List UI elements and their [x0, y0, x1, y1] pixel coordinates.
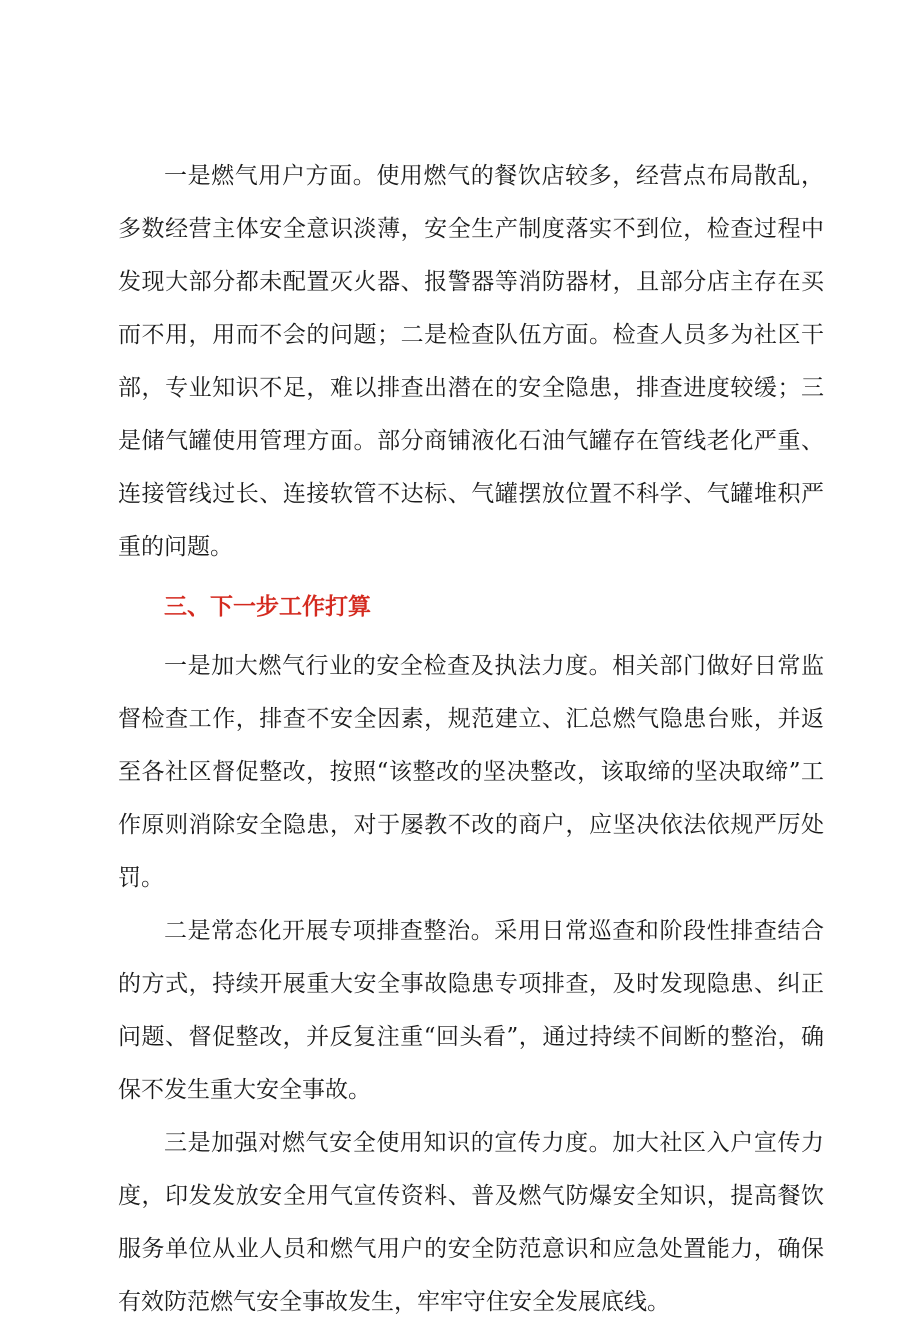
paragraph-special-rectification: 二是常态化开展专项排查整治。采用日常巡查和阶段性排查结合的方式，持续开展重大安全事故隐患专项排查，及时发现隐患、纠正问题、督促整改，并反复注重“回头看”，通过持续不间断的整治，确保不发生重大安全事故。: [118, 918, 824, 1103]
section-heading-next-steps: 三、下一步工作打算: [164, 594, 371, 620]
paragraph-inspection-enforcement: 一是加大燃气行业的安全检查及执法力度。相关部门做好日常监督检查工作，排查不安全因素，规范建立、汇总燃气隐患台账，并返至各社区督促整改，按照“该整改的坚决整改，该取缔的坚决取缔”工作原则消除安全隐患，对于屡教不改的商户，应坚决依法依规严厉处罚。: [118, 653, 824, 891]
document-body: [118, 150, 824, 1329]
paragraph-gas-user-issues: 一是燃气用户方面。使用燃气的餐饮店较多，经营点布局散乱，多数经营主体安全意识淡薄，安全生产制度落实不到位，检查过程中发现大部分都未配置灭火器、报警器等消防器材，且部分店主存在买而不用，用而不会的问题；二是检查队伍方面。检查人员多为社区干部，专业知识不足，难以排查出潜在的安全隐患，排查进度较缓；三是储气罐使用管理方面。部分商铺液化石油气罐存在管线老化严重、连接管线过长、连接软管不达标、气罐摆放位置不科学、气罐堆积严重的问题。: [118, 163, 824, 560]
paragraph-safety-publicity: 三是加强对燃气安全使用知识的宣传力度。加大社区入户宣传力度，印发发放安全用气宣传资料、普及燃气防爆安全知识，提高餐饮服务单位从业人员和燃气用户的安全防范意识和应急处置能力，确保有效防范燃气安全事故发生，牢牢守住安全发展底线。: [118, 1130, 824, 1315]
